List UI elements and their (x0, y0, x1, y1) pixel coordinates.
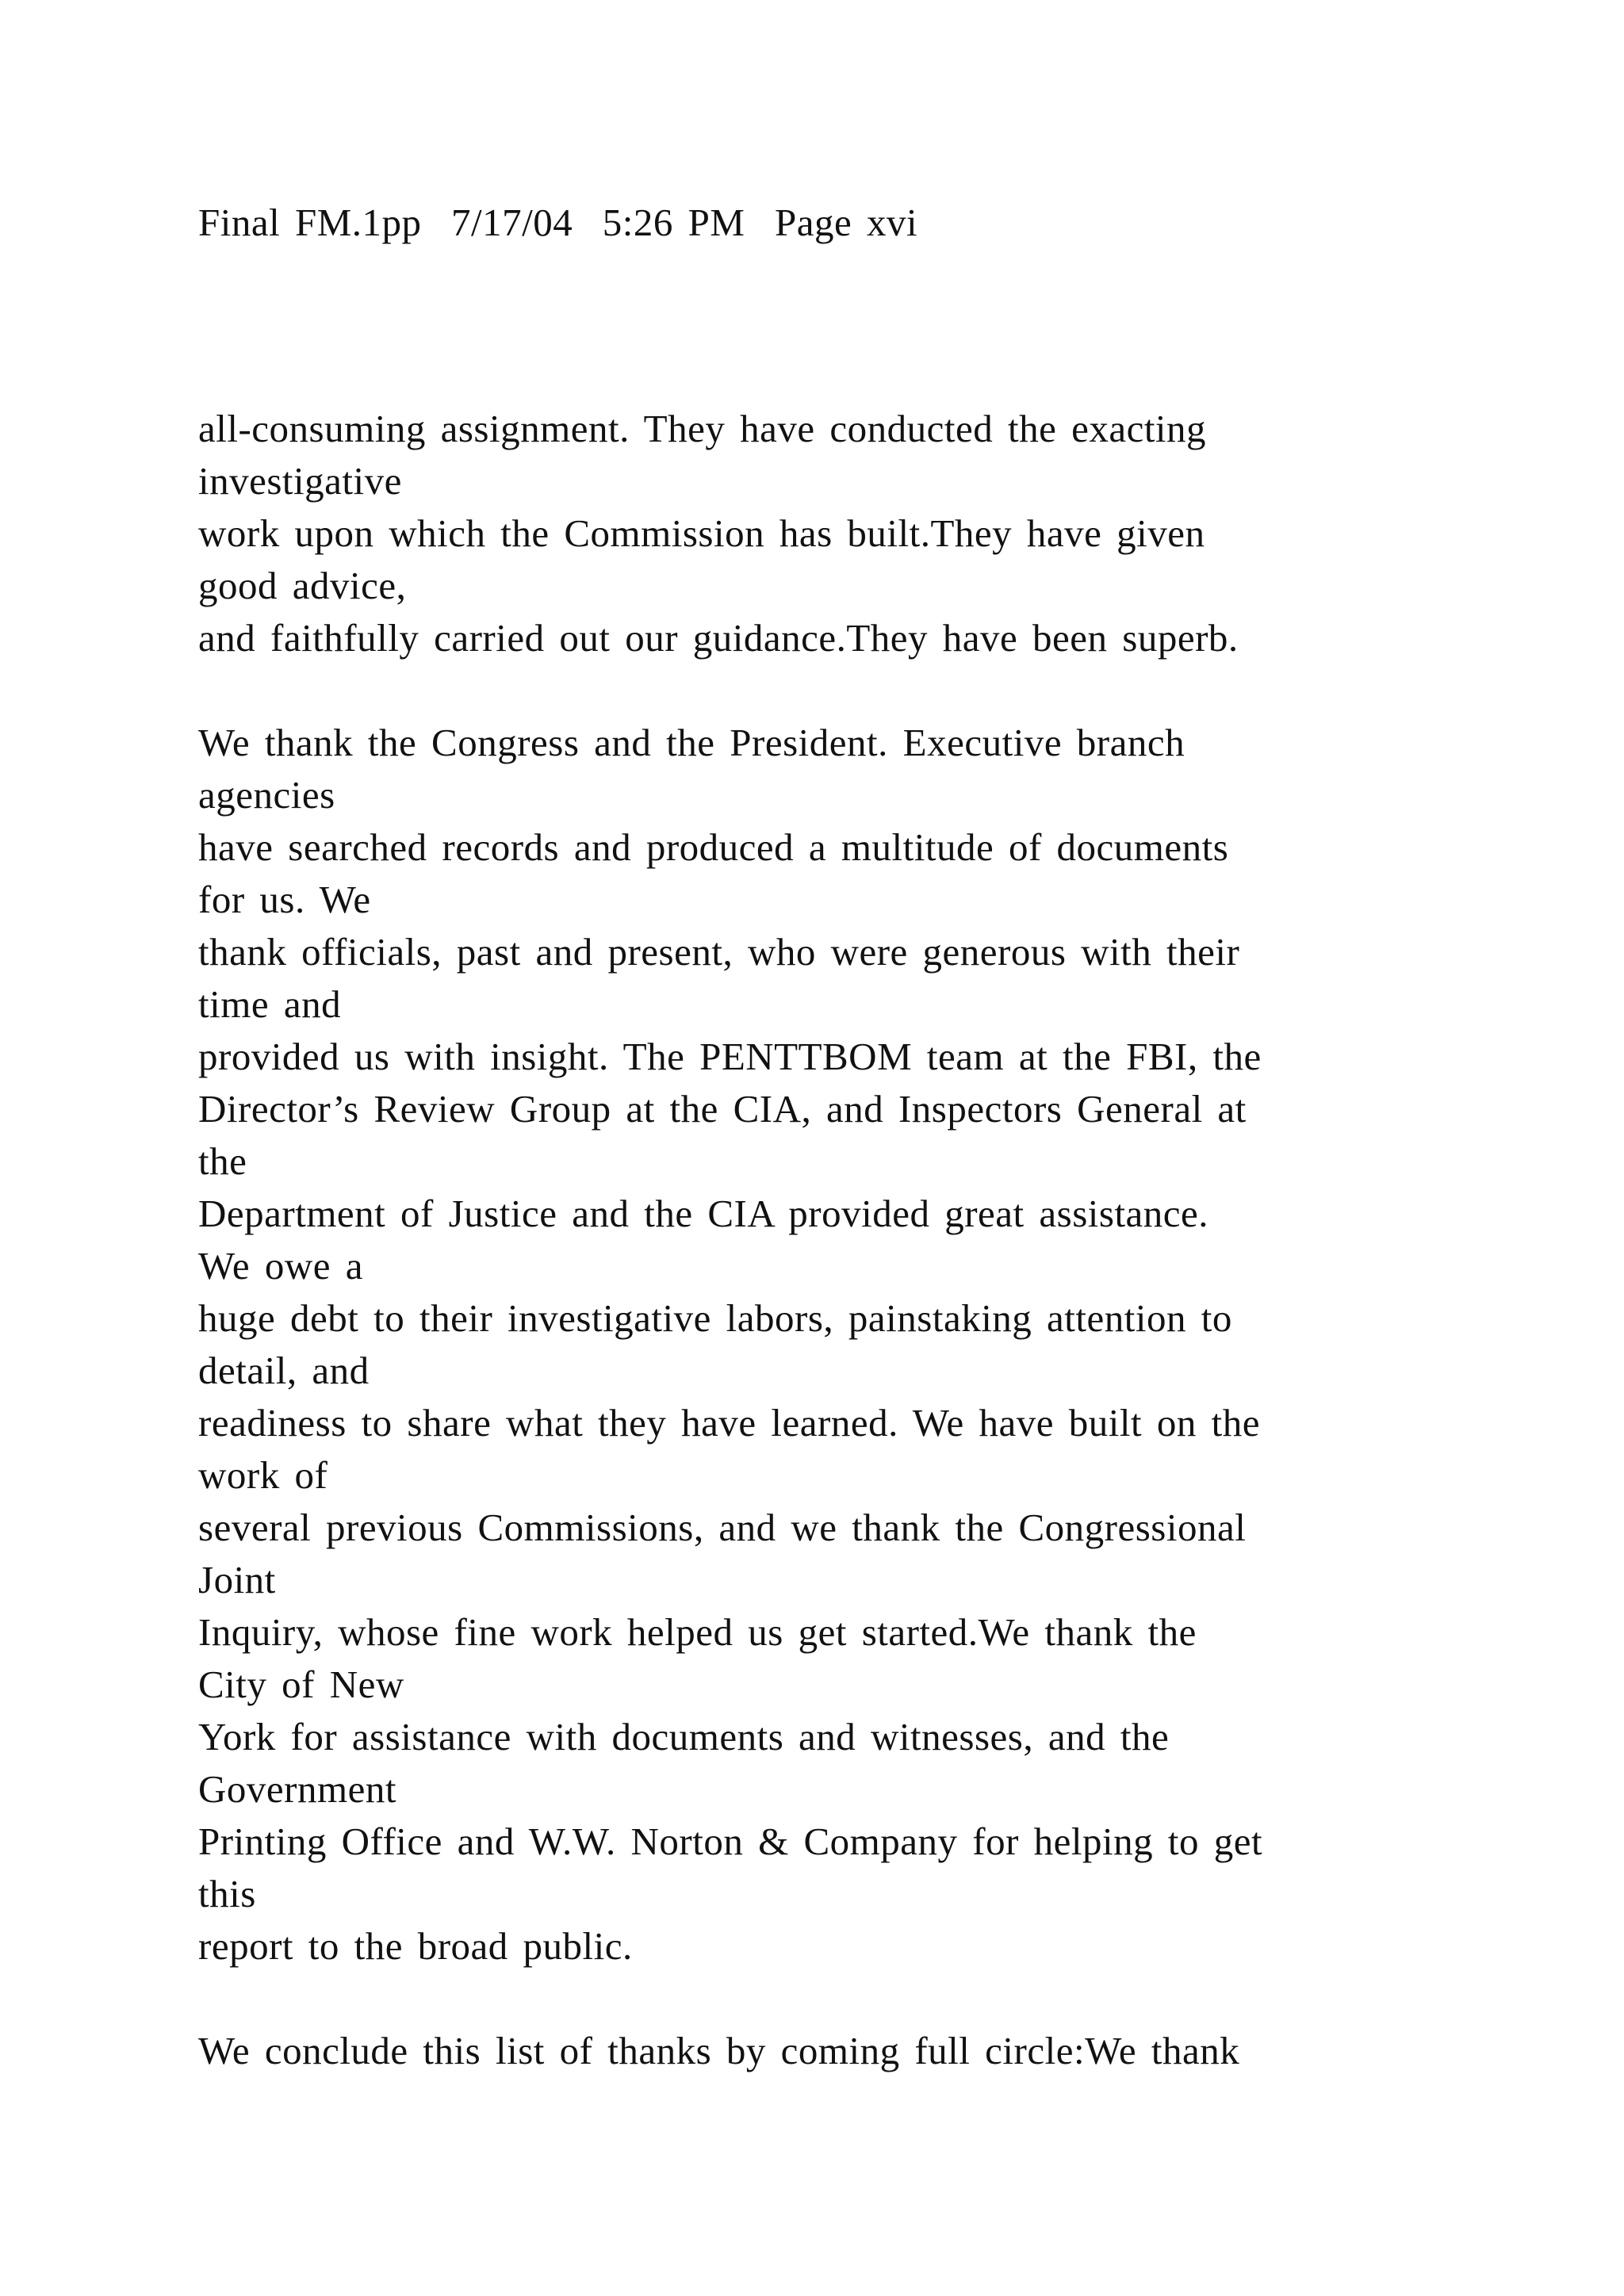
text-line: York for assistance with documents and witnesses, and the (198, 1715, 1170, 1758)
text-line: investigative (198, 459, 402, 503)
text-line: thank officials, past and present, who were generous with their (198, 930, 1240, 974)
text-line: Joint (198, 1558, 276, 1601)
text-line: and faithfully carried out our guidance.They have been superb. (198, 616, 1239, 660)
text-line: Printing Office and W.W. Norton & Company for helping to get (198, 1820, 1263, 1863)
text-line: detail, and (198, 1349, 370, 1392)
body-text (198, 403, 1515, 2077)
text-line: City of New (198, 1663, 404, 1706)
text-line: provided us with insight. The PENTTBOM team at the FBI, the (198, 1035, 1262, 1078)
paragraph-break (198, 664, 1515, 717)
text-line: for us. We (198, 878, 371, 921)
text-line: good advice, (198, 564, 407, 607)
text-line: all-consuming assignment. They have conducted the exacting (198, 407, 1207, 450)
text-line: We thank the Congress and the President. Executive branch (198, 721, 1185, 764)
text-line: this (198, 1872, 256, 1915)
text-line: We owe a (198, 1244, 363, 1288)
text-line: time and (198, 982, 342, 1026)
paragraph (198, 717, 1515, 1973)
text-line: several previous Commissions, and we thank the Congressional (198, 1506, 1247, 1549)
text-line: work of (198, 1453, 328, 1497)
text-line: Inquiry, whose fine work helped us get started.We thank the (198, 1610, 1197, 1654)
text-line: readiness to share what they have learned. We have built on the (198, 1401, 1260, 1445)
paragraph (198, 403, 1515, 664)
text-line: Government (198, 1767, 396, 1811)
text-line: Director’s Review Group at the CIA, and Inspectors General at (198, 1087, 1247, 1131)
paragraph (198, 2025, 1515, 2077)
paragraph-break (198, 1973, 1515, 2025)
text-line: have searched records and produced a multitude of documents (198, 825, 1229, 869)
text-line: We conclude this list of thanks by coming full circle:We thank (198, 2029, 1240, 2072)
text-line: the (198, 1139, 247, 1183)
text-line: Department of Justice and the CIA provided great assistance. (198, 1192, 1209, 1235)
page-header: Final FM.1pp 7/17/04 5:26 PM Page xvi (198, 201, 918, 244)
text-line: agencies (198, 773, 335, 817)
text-line: report to the broad public. (198, 1924, 633, 1968)
text-line: work upon which the Commission has built.They have given (198, 511, 1205, 555)
text-line: huge debt to their investigative labors, painstaking attention to (198, 1296, 1232, 1340)
